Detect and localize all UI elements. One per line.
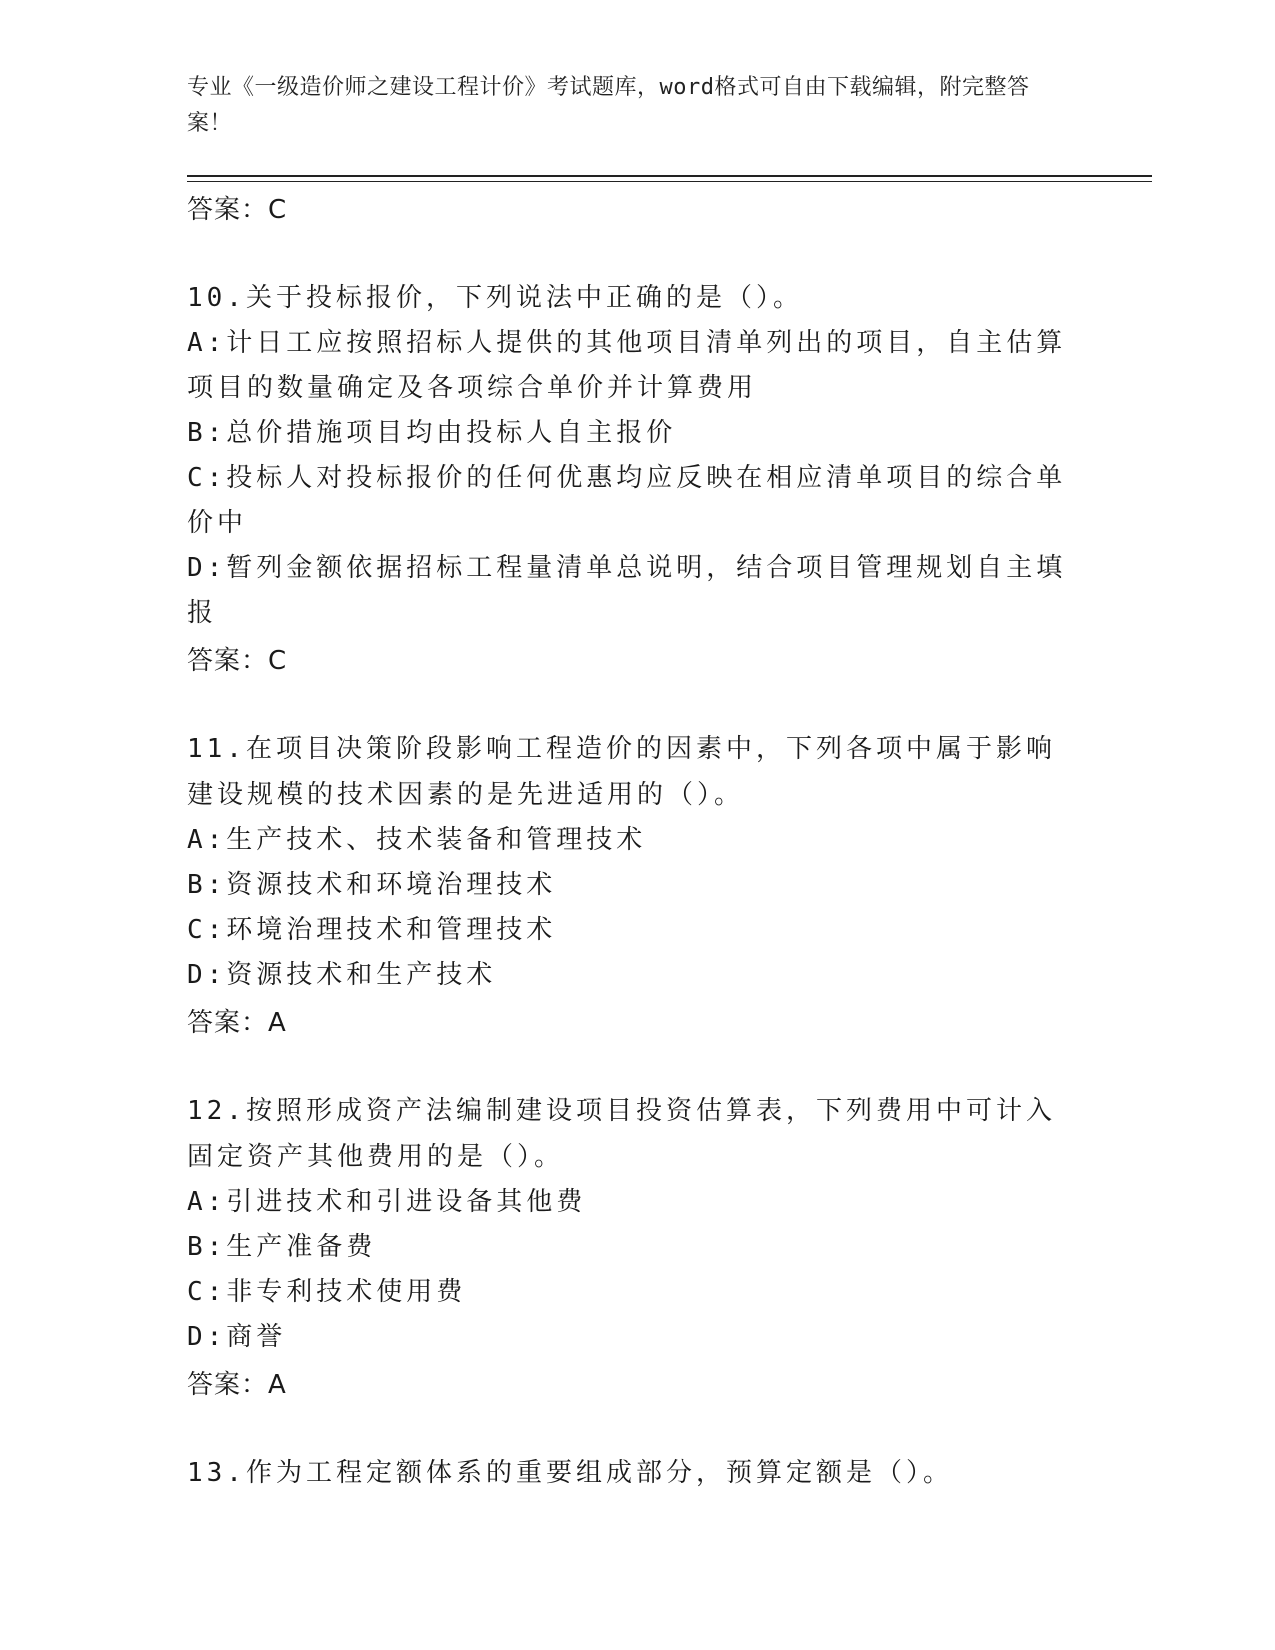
- answer-line: [187, 636, 1082, 686]
- question-stem: 13.作为工程定额体系的重要组成部分，预算定额是（）。: [187, 1458, 953, 1488]
- header-rule-thick: [187, 175, 1152, 177]
- question-stem: 12.按照形成资产法编制建设项目投资估算表，下列费用中可计入固定资产其他费用的是（）。: [187, 1096, 1056, 1172]
- option-a: A:引进技术和引进设备其他费: [187, 1187, 587, 1217]
- option-c: C:环境治理技术和管理技术: [187, 915, 557, 945]
- option-a: A:生产技术、技术装备和管理技术: [187, 825, 647, 855]
- answer-line: [187, 998, 1082, 1048]
- answer-line: [187, 1360, 1082, 1410]
- option-b: B:生产准备费: [187, 1232, 377, 1262]
- answer-prefix: 答案：: [187, 646, 269, 676]
- option-b: B:总价措施项目均由投标人自主报价: [187, 418, 677, 448]
- option-d: D:商誉: [187, 1322, 287, 1352]
- answer-value: A: [268, 1008, 287, 1038]
- answer-prefix: 答案：: [187, 1008, 269, 1038]
- answer-value: A: [268, 1370, 287, 1400]
- option-d: D:暂列金额依据招标工程量清单总说明，结合项目管理规划自主填报: [187, 553, 1067, 628]
- option-c: C:投标人对投标报价的任何优惠均应反映在相应清单项目的综合单价中: [187, 463, 1067, 538]
- option-d: D:资源技术和生产技术: [187, 960, 497, 990]
- answer-prefix: 答案：: [187, 195, 269, 225]
- question-12: [187, 1088, 1082, 1410]
- option-b: B:资源技术和环境治理技术: [187, 870, 557, 900]
- option-c: C:非专利技术使用费: [187, 1277, 467, 1307]
- question-11: [187, 726, 1082, 1048]
- answer-line: [187, 185, 1082, 235]
- header-rule-thin: [187, 181, 1152, 182]
- question-stem: 10.关于投标报价，下列说法中正确的是（）。: [187, 283, 803, 313]
- question-10: [187, 275, 1082, 686]
- document-header: 专业《一级造价师之建设工程计价》考试题库，word格式可自由下载编辑，附完整答案！: [187, 75, 1030, 136]
- answer-value: C: [268, 646, 288, 676]
- answer-prefix: 答案：: [187, 1370, 269, 1400]
- question-stem: 11.在项目决策阶段影响工程造价的因素中，下列各项中属于影响建设规模的技术因素的是先进适用的（）。: [187, 734, 1056, 810]
- question-list: [187, 185, 1082, 1496]
- question-13: [187, 1450, 1082, 1496]
- option-a: A:计日工应按照招标人提供的其他项目清单列出的项目，自主估算项目的数量确定及各项综合单价并计算费用: [187, 328, 1067, 403]
- answer-value: C: [268, 195, 288, 225]
